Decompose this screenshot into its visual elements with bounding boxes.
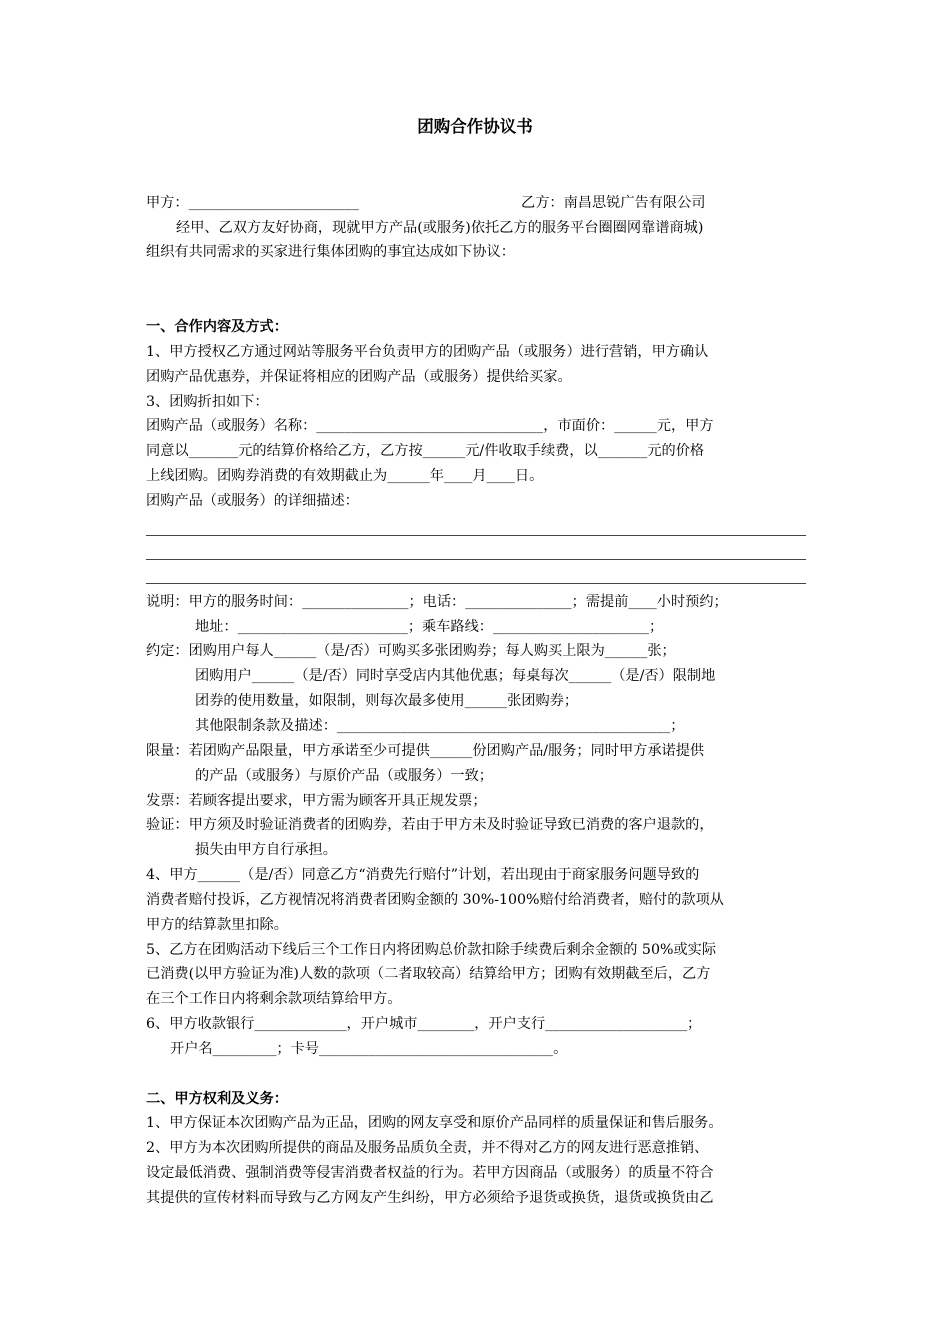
text-line: 团购用户______（是/否）同时享受店内其他优惠；每桌每次______（是/否）限制地 [195, 668, 716, 684]
text-line: 消费者赔付投诉，乙方视情况将消费者团购金额的 30%-100%赔付给消费者，赔付的款项从 [146, 892, 724, 908]
text-line: 4、甲方______（是/否）同意乙方“消费先行赔付”计划，若出现由于商家服务问题导致的 [146, 867, 700, 883]
text-line: 5、乙方在团购活动下线后三个工作日内将团购总价款扣除手续费后剩余金额的 50%或实际 [146, 942, 717, 958]
text-line: 上线团购。团购券消费的有效期截止为______年____月____日。 [146, 468, 544, 484]
text-line: 约定：团购用户每人______（是/否）可购买多张团购券；每人购买上限为______张； [146, 643, 676, 659]
text-line: 发票：若顾客提出要求，甲方需为顾客开具正规发票； [146, 793, 487, 809]
text-line: 6、甲方收款银行_____________，开户城市________，开户支行____________________； [146, 1016, 702, 1032]
text-line: 甲方的结算款里扣除。 [146, 917, 288, 933]
text-line: 开户名_________；卡号_________________________________。 [170, 1041, 568, 1057]
description-blank-line [146, 535, 806, 536]
text-line: 说明：甲方的服务时间：_______________；电话：_______________；需提前____小时预约； [146, 594, 728, 610]
text-line: 限量：若团购产品限量，甲方承诺至少可提供______份团购产品/服务；同时甲方承诺提供 [146, 743, 705, 759]
text-line: 2、甲方为本次团购所提供的商品及服务品质负全责，并不得对乙方的网友进行恶意推销、 [146, 1140, 709, 1156]
text-line: 团购产品优惠券，并保证将相应的团购产品（或服务）提供给买家。 [146, 369, 572, 385]
text-line: 经甲、乙双方友好协商，现就甲方产品(或服务)依托乙方的服务平台圈圈网靠谱商城) [176, 220, 704, 236]
text-line: 的产品（或服务）与原价产品（或服务）一致； [195, 768, 493, 784]
section-heading: 一、合作内容及方式： [146, 319, 288, 335]
description-blank-line [146, 583, 806, 584]
section-heading: 二、甲方权利及义务： [146, 1091, 288, 1107]
text-line: 团券的使用数量，如限制，则每次最多使用______张团购券； [195, 693, 579, 709]
text-line: 乙方：南昌思锐广告有限公司 [521, 195, 706, 211]
text-line: 1、甲方保证本次团购产品为正品，团购的网友享受和原价产品同样的质量保证和售后服务。 [146, 1115, 723, 1131]
text-line: 其提供的宣传材料而导致与乙方网友产生纠纷，甲方必须给予退货或换货，退货或换货由乙 [146, 1190, 714, 1206]
document-title: 团购合作协议书 [417, 117, 533, 136]
text-line: 设定最低消费、强制消费等侵害消费者权益的行为。若甲方因商品（或服务）的质量不符合 [146, 1165, 714, 1181]
text-line: 在三个工作日内将剩余款项结算给甲方。 [146, 991, 402, 1007]
description-blank-line [146, 559, 806, 560]
text-line: 甲方：________________________ [146, 195, 359, 211]
text-line: 团购产品（或服务）的详细描述： [146, 493, 359, 509]
text-line: 团购产品（或服务）名称：________________________________，市面价：______元，甲方 [146, 418, 714, 434]
text-line: 3、团购折扣如下： [146, 394, 269, 410]
text-line: 损失由甲方自行承担。 [195, 842, 337, 858]
text-line: 1、甲方授权乙方通过网站等服务平台负责甲方的团购产品（或服务）进行营销，甲方确认 [146, 344, 709, 360]
text-line: 组织有共同需求的买家进行集体团购的事宜达成如下协议： [146, 244, 515, 260]
text-line: 已消费(以甲方验证为准)人数的款项（二者取较高）结算给甲方；团购有效期截至后，乙方 [146, 966, 711, 982]
text-line: 同意以_______元的结算价格给乙方，乙方按______元/件收取手续费，以_______元的价格 [146, 443, 705, 459]
text-line: 地址：________________________；乘车路线：______________________； [195, 619, 664, 635]
text-line: 其他限制条款及描述：_______________________________________________； [195, 718, 685, 734]
text-line: 验证：甲方须及时验证消费者的团购券，若由于甲方未及时验证导致已消费的客户退款的， [146, 817, 714, 833]
